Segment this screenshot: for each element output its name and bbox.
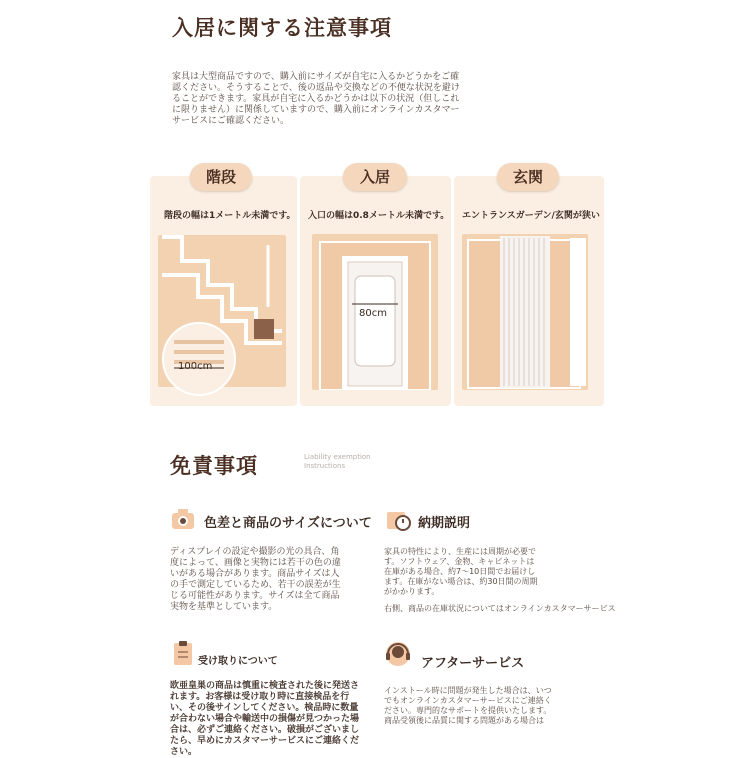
disclaimer-subtitle-line1: Liability exemption (304, 453, 371, 461)
section-after-title: アフターサービス (421, 656, 525, 671)
card-stairs-label: 階段 (190, 163, 252, 191)
clipboard-icon (173, 640, 193, 670)
section-receipt-body: 欧亜皇巣の商品は慎重に検査された後に発送されます。お客様は受け取り時に直接検品を行い、その後サインしてください。検品時に数量が合わない場合や輸送中の損傷が見つかった場合は、必ずご連絡ください。破損がございましたら、早めにカスタマーサービスにご連絡ください。 (170, 681, 360, 757)
notice-title: 入居に関する注意事項 (172, 16, 392, 40)
section-delivery-note: 右側、商品の在庫状況についてはオンラインカスタマーサービス (384, 604, 616, 613)
section-delivery-title: 納期説明 (418, 516, 471, 531)
camera-icon (171, 508, 195, 534)
disclaimer-title: 免責事項 (170, 454, 258, 478)
card-door-caption: 入口の幅は0.8メートル未満です。 (308, 211, 450, 221)
door-measure: 80cm (359, 308, 387, 319)
notice-intro: 家具は大型商品ですので、購入前にサイズが自宅に入るかどうかをご確認ください。そうすることで、後の返品や交換などの不便な状況を避けることができます。家具が自宅に入るかどうかは以下の状況（但しこれに限りません）に関係していますので、購入前にオンラインカスタマーサービスにご確認ください。 (172, 72, 460, 126)
section-delivery-body: 家具の特性により、生産には周期が必要です。ソフトウェア、金物、キャビネットは在庫がある場合、約7〜10日間でお届けします。在庫がない場合は、約30日間の周期がかかります。 (384, 547, 538, 596)
section-color-body: ディスプレイの設定や撮影の光の具合、角度によって、画像と実物には若干の色の違いがある場合があります。商品サイズは人の手で測定しているため、若干の誤差が生じる可能性があります。サイズは全て商品実物を基準としています。 (170, 547, 341, 612)
entrance-illustration (462, 234, 588, 390)
card-stairs-caption: 階段の幅は1メートル未満です。 (164, 211, 296, 221)
stairs-measure: 100cm (178, 361, 213, 372)
stairs-zoom-circle (162, 322, 236, 396)
section-color-title: 色差と商品のサイズについて (204, 516, 372, 531)
card-entrance-label: 玄関 (497, 163, 559, 191)
calendar-clock-icon (386, 508, 412, 536)
disclaimer-subtitle-line2: Instructions (304, 462, 346, 470)
section-receipt-title: 受け取りについて (198, 656, 278, 667)
section-after-body: インストール時に問題が発生した場合は、いつでもオンラインカスタマーサービスにご連絡ください。専門的なサポートを提供いたします。商品受領後に品質に関する問題がある場合は (384, 686, 552, 725)
disclaimer-subtitle (304, 453, 371, 471)
card-door-label: 入居 (343, 163, 407, 191)
card-entrance-caption: エントランスガーデン/玄関が狭い (462, 211, 600, 221)
headset-icon (384, 640, 412, 672)
